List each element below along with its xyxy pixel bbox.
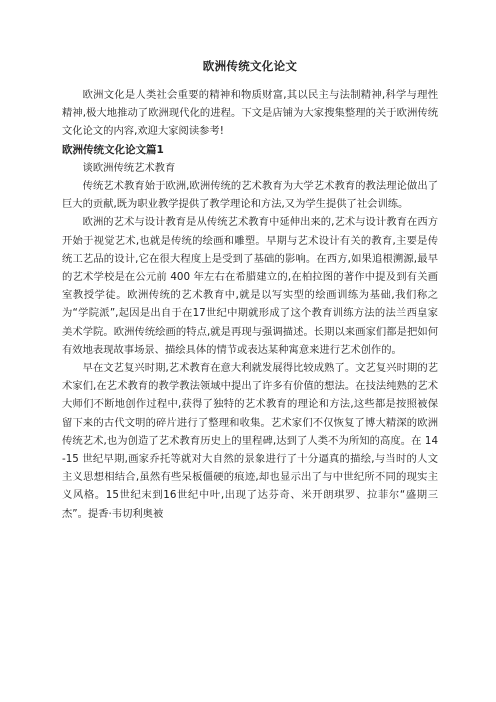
section-heading: 欧洲传统文化论文篇1 <box>62 143 164 156</box>
body-paragraph: 早在文艺复兴时期,艺术教育在意大利就发展得比较成熟了。文艺复兴时期的艺术家们,在艺术教育的教学教法领域中提出了许多有价值的想法。在技法纯熟的艺术大师们不断地创作过程中,获得了独特的艺术教育的理论和方法,这些都是按照被保留下来的古代文明的碎片进行了整理和收集。艺术家们不仅恢复了博大精深的欧洲传统艺术,也为创造了艺术教育历史上的里程碑,达到了人类不为所知的高度。在 14-15 世纪早期,画家乔托等就对大自然的景象进行了十分逼真的描绘,与当时的人文主义思想相结合,虽然有些呆板僵硬的痕迹,却也显示出了与中世纪所不同的现实主义风格。15世纪末到16世纪中叶,出现了达芬奇、米开朗琪罗、拉菲尔“盛期三杰”。提香·韦切利奥被 <box>62 362 438 520</box>
article-subtitle: 谈欧洲传统艺术教育 <box>82 161 176 174</box>
document-title: 欧洲传统文化论文 <box>202 59 298 73</box>
intro-paragraph: 欧洲文化是人类社会重要的精神和物质财富,其以民主与法制精神,科学与理性精神,极大地推动了欧洲现代化的进程。下文是店铺为大家搜集整理的关于欧洲传统文化论文的内容,欢迎大家阅读参考! <box>62 89 438 138</box>
document-page <box>62 58 438 523</box>
body-paragraph: 传统艺术教育始于欧洲,欧洲传统的艺术教育为大学艺术教育的教法理论做出了巨大的贡献,既为职业教学提供了教学理论和方法,又为学生提供了社会训练。 <box>62 180 438 211</box>
body-paragraph: 欧洲的艺术与设计教育是从传统艺术教育中延伸出来的,艺术与设计教育在西方开始于视觉艺术,也就是传统的绘画和雕塑。早期与艺术设计有关的教育,主要是传统工艺品的设计,它在很大程度上是受到了基础的影响。在西方,如果追根溯源,最早的艺术学校是在公元前 400 年左右在希腊建立的,在柏拉图的著作中提及到有关画室教授学徒。欧洲传统的艺术教育中,就是以写实型的绘画训练为基础,我们称之为“学院派”,起因是出自于在17世纪中期就形成了这个教育训练方法的法兰西皇家美术学院。欧洲传统绘画的特点,就是再现与强调描述。长期以来画家们都是把如何有效地表现故事场景、描绘具体的情节或表达某种寓意来进行艺术创作的。 <box>62 216 438 356</box>
